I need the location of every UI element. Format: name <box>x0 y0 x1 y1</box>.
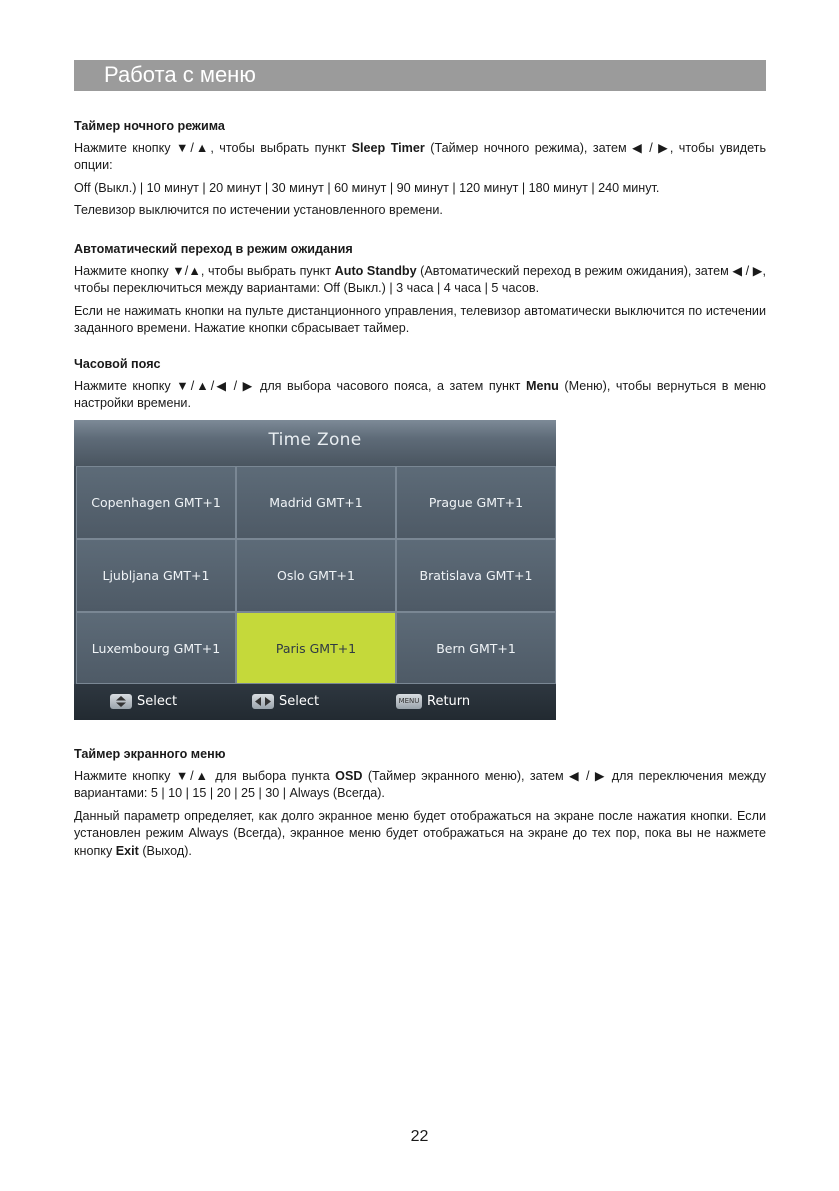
section-osd-timer <box>74 746 766 865</box>
time-zone-cell[interactable]: Copenhagen GMT+1 <box>76 466 236 539</box>
page-header <box>74 60 766 91</box>
time-zone-menu-screenshot <box>74 420 556 720</box>
paragraph: Нажмите кнопку ▼/▲/◀ / ▶ для выбора часового пояса, а затем пункт Menu (Меню), чтобы вернуться в меню настройки времени. <box>74 378 766 410</box>
hint-select-leftright <box>252 694 319 709</box>
time-zone-cell[interactable]: Bratislava GMT+1 <box>396 539 556 612</box>
time-zone-cell[interactable]: Prague GMT+1 <box>396 466 556 539</box>
time-zone-cell[interactable]: Oslo GMT+1 <box>236 539 396 612</box>
time-zone-cell[interactable]: Bern GMT+1 <box>396 612 556 684</box>
section-heading: Автоматический переход в режим ожидания <box>74 242 353 256</box>
time-zone-grid <box>76 466 556 684</box>
hint-label: Select <box>137 694 178 709</box>
section-sleep-timer <box>74 118 766 225</box>
page-number: 22 <box>410 1128 429 1145</box>
paragraph: Нажмите кнопку ▼/▲ для выбора пункта OSD (Таймер экранного меню), затем ◀ / ▶ для переключения между вариантами: 5 | 10 | 15 | 20 | 25 | 30 | Always (Всегда). <box>74 768 766 800</box>
left-right-key-icon <box>252 694 274 709</box>
osd-hint-bar <box>74 684 556 720</box>
paragraph: Если не нажимать кнопки на пульте дистанционного управления, телевизор автоматически выключится по истечении заданного времени. Нажатие кнопки сбрасывает таймер. <box>74 303 766 335</box>
hint-return <box>396 694 470 709</box>
time-zone-cell[interactable]: Ljubljana GMT+1 <box>76 539 236 612</box>
osd-title: Time Zone <box>268 430 362 450</box>
paragraph: Нажмите кнопку ▼/▲, чтобы выбрать пункт Sleep Timer (Таймер ночного режима), затем ◀ / ▶, чтобы увидеть опции: <box>74 140 767 172</box>
page-title: Работа с меню <box>104 62 256 87</box>
menu-key-icon: MENU <box>396 694 422 709</box>
up-down-key-icon <box>110 694 132 709</box>
section-time-zone <box>74 356 766 418</box>
hint-label: Return <box>427 694 471 709</box>
hint-select-updown <box>110 694 177 709</box>
paragraph: Нажмите кнопку ▼/▲, чтобы выбрать пункт Auto Standby (Автоматический переход в режим ожидания), затем ◀ / ▶, чтобы переключиться между вариантами: Off (Выкл.) | 3 часа | 4 часа | 5 часов. <box>74 263 767 295</box>
section-heading: Таймер экранного меню <box>74 747 226 761</box>
paragraph: Off (Выкл.) | 10 минут | 20 минут | 30 минут | 60 минут | 90 минут | 120 минут | 180 минут | 240 минут. <box>74 180 660 195</box>
section-auto-standby <box>74 241 766 343</box>
time-zone-cell-selected[interactable]: Paris GMT+1 <box>236 612 396 684</box>
paragraph: Телевизор выключится по истечении установленного времени. <box>74 203 443 217</box>
section-heading: Часовой пояс <box>74 357 161 371</box>
section-heading: Таймер ночного режима <box>74 119 225 133</box>
hint-label: Select <box>279 694 320 709</box>
paragraph: Данный параметр определяет, как долго экранное меню будет отображаться на экране после нажатия кнопки. Если установлен режим Always (Всегда), экранное меню будет отображаться на экране до тех пор, пока вы не нажмете кнопку Exit (Выход). <box>74 808 766 858</box>
time-zone-cell[interactable]: Madrid GMT+1 <box>236 466 396 539</box>
time-zone-cell[interactable]: Luxembourg GMT+1 <box>76 612 236 684</box>
